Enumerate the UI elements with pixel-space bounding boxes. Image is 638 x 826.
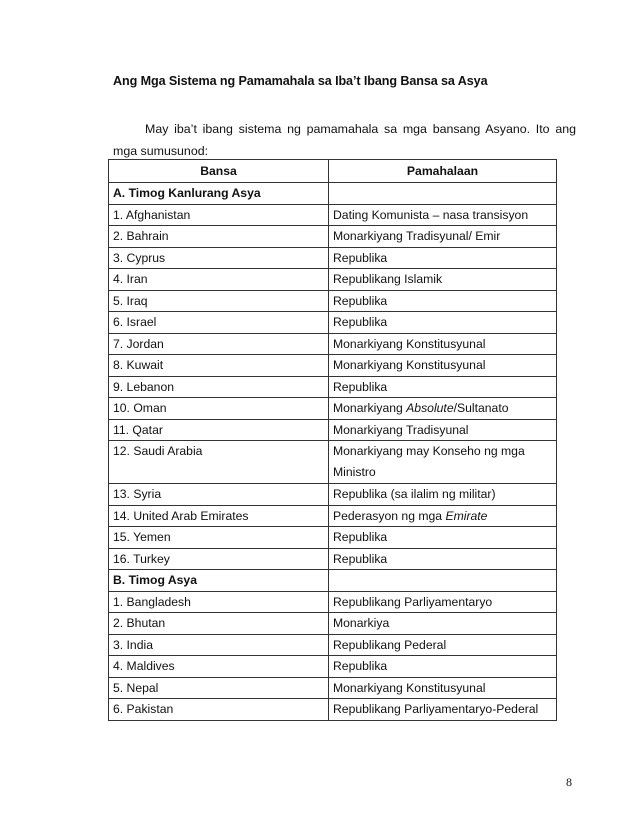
country-cell: 3. Cyprus (109, 247, 329, 269)
group-label: B. Timog Asya (109, 570, 329, 592)
table-row (109, 419, 557, 441)
table-row (109, 204, 557, 226)
country-cell: 12. Saudi Arabia (109, 441, 329, 484)
country-cell: 6. Israel (109, 312, 329, 334)
country-cell: 1. Bangladesh (109, 591, 329, 613)
country-cell: 5. Iraq (109, 290, 329, 312)
table-row (109, 527, 557, 549)
country-cell: 5. Nepal (109, 677, 329, 699)
table-row (109, 355, 557, 377)
government-cell: Republika (329, 548, 557, 570)
government-italic-term: Absolute (406, 401, 454, 416)
government-cell: Republikang Parliyamentaryo-Pederal (329, 699, 557, 721)
government-cell (329, 505, 557, 527)
country-cell: 2. Bahrain (109, 226, 329, 248)
country-cell: 13. Syria (109, 484, 329, 506)
table-row (109, 333, 557, 355)
government-cell: Republika (329, 376, 557, 398)
government-cell: Monarkiyang Konstitusyunal (329, 333, 557, 355)
government-cell: Republikang Parliyamentaryo (329, 591, 557, 613)
country-cell: 15. Yemen (109, 527, 329, 549)
government-cell: Monarkiyang Konstitusyunal (329, 677, 557, 699)
table-row (109, 269, 557, 291)
government-systems-table (108, 159, 557, 721)
government-cell: Republika (329, 312, 557, 334)
country-cell: 8. Kuwait (109, 355, 329, 377)
table-row (109, 226, 557, 248)
country-cell: 4. Iran (109, 269, 329, 291)
table-row (109, 656, 557, 678)
government-text: Monarkiyang (333, 401, 407, 416)
table-row (109, 376, 557, 398)
government-cell: Republika (329, 290, 557, 312)
country-cell: 16. Turkey (109, 548, 329, 570)
column-header-pamahalaan: Pamahalaan (329, 160, 557, 183)
table-row (109, 441, 557, 484)
group-row-timog-kanlurang-asya (109, 183, 557, 205)
table-row (109, 591, 557, 613)
country-cell: 1. Afghanistan (109, 204, 329, 226)
government-cell: Monarkiyang Tradisyunal/ Emir (329, 226, 557, 248)
empty-cell (329, 570, 557, 592)
table-row (109, 398, 557, 420)
government-cell: Monarkiyang Tradisyunal (329, 419, 557, 441)
group-row-timog-asya (109, 570, 557, 592)
country-cell: 6. Pakistan (109, 699, 329, 721)
column-header-bansa: Bansa (109, 160, 329, 183)
government-cell: Republika (sa ilalim ng militar) (329, 484, 557, 506)
government-italic-term: Emirate (445, 508, 488, 523)
government-cell: Republika (329, 656, 557, 678)
table-row (109, 312, 557, 334)
government-cell: Monarkiyang may Konseho ng mga Ministro (329, 441, 557, 484)
table-row (109, 613, 557, 635)
group-label: A. Timog Kanlurang Asya (109, 183, 329, 205)
table-row (109, 484, 557, 506)
government-text: Pederasyon ng mga (333, 508, 446, 523)
government-cell (329, 398, 557, 420)
table-row (109, 505, 557, 527)
intro-paragraph: May iba’t ibang sistema ng pamamahala sa mga bansang Asyano. Ito ang mga sumusunod: (113, 122, 576, 158)
country-cell: 14. United Arab Emirates (109, 505, 329, 527)
table-row (109, 677, 557, 699)
government-text: /Sultanato (453, 401, 509, 416)
page-number: 8 (566, 775, 572, 789)
government-cell: Republikang Pederal (329, 634, 557, 656)
page-title: Ang Mga Sistema ng Pamamahala sa Iba’t Ibang Bansa sa Asya (113, 74, 488, 88)
government-cell: Dating Komunista – nasa transisyon (329, 204, 557, 226)
table-row (109, 247, 557, 269)
country-cell: 11. Qatar (109, 419, 329, 441)
country-cell: 3. India (109, 634, 329, 656)
empty-cell (329, 183, 557, 205)
table-row (109, 634, 557, 656)
country-cell: 9. Lebanon (109, 376, 329, 398)
country-cell: 2. Bhutan (109, 613, 329, 635)
country-cell: 10. Oman (109, 398, 329, 420)
country-cell: 7. Jordan (109, 333, 329, 355)
government-cell: Monarkiyang Konstitusyunal (329, 355, 557, 377)
government-cell: Republikang Islamik (329, 269, 557, 291)
table-row (109, 548, 557, 570)
table-header-row (109, 160, 557, 183)
government-cell: Monarkiya (329, 613, 557, 635)
table-row (109, 290, 557, 312)
government-cell: Republika (329, 247, 557, 269)
table-row (109, 699, 557, 721)
government-cell: Republika (329, 527, 557, 549)
country-cell: 4. Maldives (109, 656, 329, 678)
